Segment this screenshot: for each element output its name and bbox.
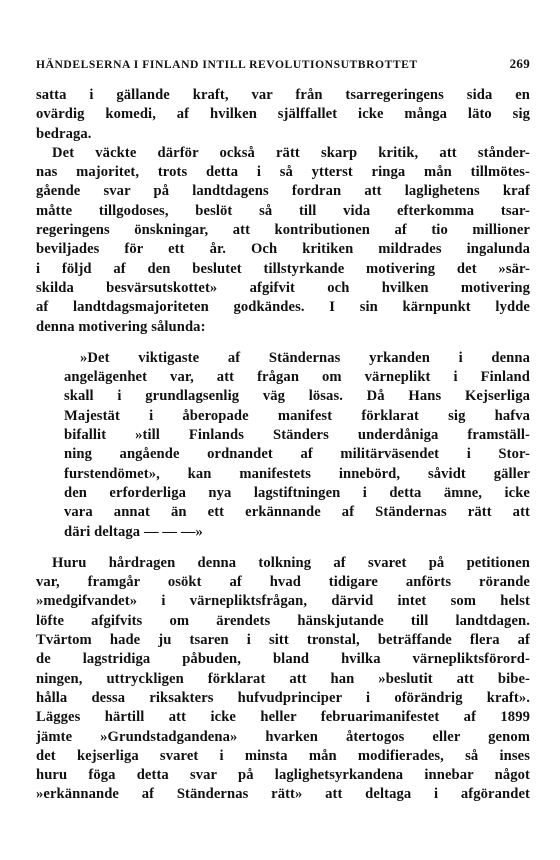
quote-line: den erforderliga nya lagstiftningen i detta ämne, icke <box>64 484 530 501</box>
book-page <box>36 56 530 805</box>
text-line: ovärdig komedi, af hvilken själffallet icke många läto sig <box>36 106 530 123</box>
text-line: de lagstridiga påbuden, bland hvilka värnepliktsförord- <box>36 651 530 668</box>
text-line: huru föga detta svar på laglighetsyrkandena innebar något <box>36 767 530 784</box>
text-line: löfte afgifvits om ärendets hänskjutande till landtdagen. <box>36 612 530 629</box>
text-line: Huru hårdragen denna tolkning af svaret på petitionen <box>52 554 530 571</box>
text-line: Lägges härtill att icke heller februarimanifestet af 1899 <box>36 709 530 726</box>
text-line: gående svar på landtdagens fordran att laglighetens kraf <box>36 183 530 200</box>
text-line: satta i gällande kraft, var från tsarregeringens sida en <box>36 87 530 103</box>
text-line: »medgifvandet» i värnepliktsfrågan, därvid intet som helst <box>36 593 530 610</box>
text-line: i följd af den beslutet tillstyrkande motivering det »sär- <box>36 260 530 277</box>
quote-line: vara annat än ett erkännande af Ständernas rätt att <box>64 504 530 521</box>
text-line: bedraga. <box>36 125 92 142</box>
page-header <box>36 56 530 78</box>
paragraph-3 <box>36 554 530 805</box>
quote-line: bifallit »till Finlands Ständers underdåniga framställ- <box>64 427 530 444</box>
text-line: beviljades för ett år. Och kritiken mildrades ingalunda <box>36 241 530 258</box>
quote-line: skall i grundlagsenlig väg lösas. Då Hans Kejserliga <box>64 388 530 405</box>
page-body <box>36 86 530 805</box>
text-line: af landtdagsmajoriteten godkändes. I sin kärnpunkt lydde <box>36 299 530 316</box>
text-line: denna motivering sålunda: <box>36 318 206 335</box>
text-line: jämte »Grundstadgandena» hvarken återtogos eller genom <box>36 728 530 745</box>
block-quote <box>64 349 530 542</box>
paragraph-1 <box>36 86 530 144</box>
text-line: ningen, uttryckligen förklarat att han »beslutit att bibe- <box>36 670 530 687</box>
text-line: skilda besvärsutskottet» afgifvit och hvilken motivering <box>36 279 530 296</box>
text-line: det kejserliga svaret i minsta mån modifierades, så inses <box>36 747 530 764</box>
quote-line: ning angående ordnandet af militärväsendet i Stor- <box>64 446 530 463</box>
paragraph-2 <box>36 144 530 337</box>
quote-line: däri deltaga — — —» <box>64 523 203 540</box>
text-line: nas majoritet, trots detta i så ytterst ringa mån tillmötes- <box>36 164 530 181</box>
quote-line: »Det viktigaste af Ständernas yrkanden i denna <box>80 349 530 366</box>
text-line: Det väckte därför också rätt skarp kritik, att stånder- <box>52 144 530 161</box>
running-title: HÄNDELSERNA I FINLAND INTILL REVOLUTIONSUTBROTTET <box>36 58 418 71</box>
quote-line: Majestät i åberopade manifest förklarat sig hafva <box>64 407 530 424</box>
quote-line: furstendömet», kan manifestets innebörd, såvidt gäller <box>64 465 530 482</box>
page-number: 269 <box>509 56 530 71</box>
text-line: var, framgår osökt af hvad tidigare anförts rörande <box>36 574 530 591</box>
text-line: »erkännande af Ständernas rätt» att deltaga i afgörandet <box>36 786 530 803</box>
text-line: måtte tillgodoses, beslöt så till vida efterkomma tsar- <box>36 202 530 219</box>
text-line: Tvärtom hade ju tsaren i sitt tronstal, beträffande flera af <box>36 632 530 649</box>
quote-line: angelägenhet var, att frågan om värneplikt i Finland <box>64 369 530 386</box>
text-line: hålla dessa riksakters hufvudprinciper i oförändrig kraft». <box>36 689 530 706</box>
text-line: regeringens önskningar, att kontributionen af tio millioner <box>36 222 530 239</box>
